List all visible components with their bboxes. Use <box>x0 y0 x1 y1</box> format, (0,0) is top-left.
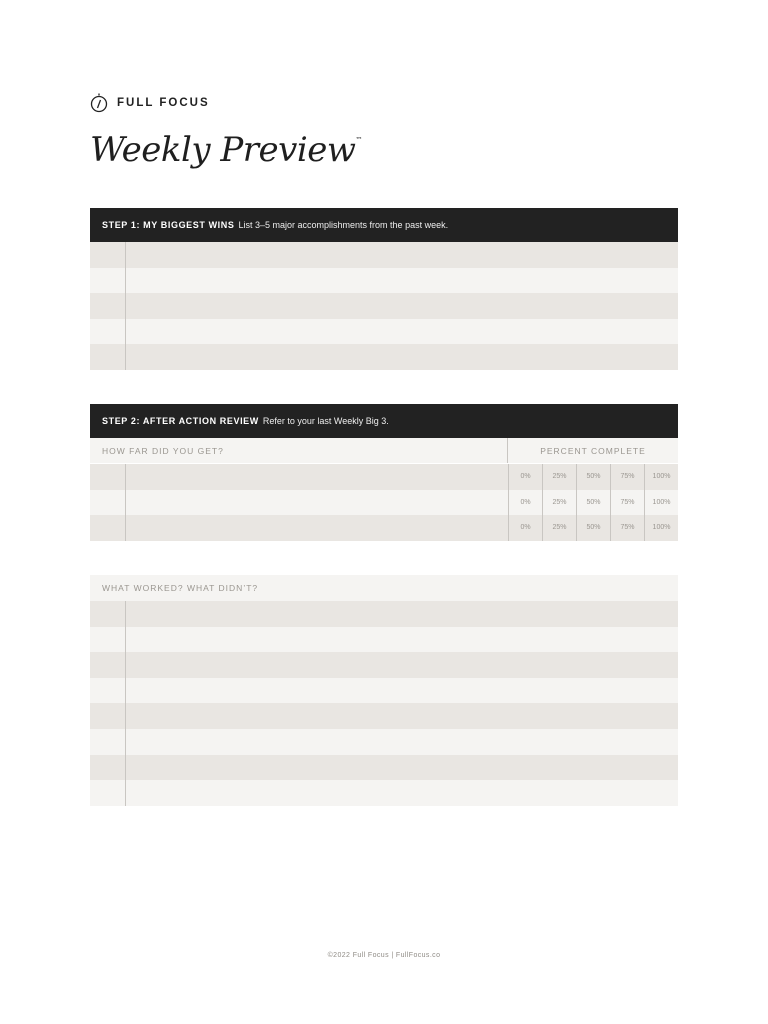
page-title <box>90 130 362 170</box>
footer-credit: ©2022 Full Focus | FullFocus.co <box>327 952 441 959</box>
line-divider <box>125 755 126 781</box>
percent-options <box>508 464 678 490</box>
line-divider <box>125 627 126 653</box>
what-worked-label: WHAT WORKED? WHAT DIDN’T? <box>102 583 259 593</box>
win-line[interactable] <box>90 268 678 294</box>
reflection-line[interactable] <box>90 729 678 755</box>
percent-complete-header: PERCENT COMPLETE <box>507 438 678 463</box>
reflection-line[interactable] <box>90 703 678 729</box>
line-divider <box>125 780 126 806</box>
percent-option[interactable]: 25% <box>542 515 576 541</box>
line-divider <box>125 464 126 490</box>
progress-header-row <box>90 438 678 463</box>
trademark-mark: ™ <box>355 136 362 144</box>
line-divider <box>125 268 126 294</box>
line-divider <box>125 319 126 345</box>
step1-label: STEP 1: MY BIGGEST WINS <box>102 220 235 230</box>
percent-option[interactable]: 25% <box>542 464 576 490</box>
line-divider <box>125 490 126 516</box>
percent-option[interactable]: 0% <box>508 464 542 490</box>
percent-option[interactable]: 0% <box>508 515 542 541</box>
percent-option[interactable]: 100% <box>644 515 678 541</box>
line-divider <box>125 344 126 370</box>
percent-option[interactable]: 50% <box>576 464 610 490</box>
percent-option[interactable]: 50% <box>576 515 610 541</box>
big3-line[interactable] <box>90 490 678 516</box>
what-worked-lines <box>90 601 678 806</box>
what-worked-header <box>90 575 678 601</box>
win-line[interactable] <box>90 344 678 370</box>
reflection-line[interactable] <box>90 652 678 678</box>
reflection-line[interactable] <box>90 678 678 704</box>
brand-name: FULL FOCUS <box>117 97 210 109</box>
win-line[interactable] <box>90 242 678 268</box>
step1-lines <box>90 242 678 370</box>
percent-option[interactable]: 100% <box>644 490 678 516</box>
reflection-line[interactable] <box>90 601 678 627</box>
percent-option[interactable]: 75% <box>610 515 644 541</box>
line-divider <box>125 293 126 319</box>
line-divider <box>125 242 126 268</box>
percent-option[interactable]: 75% <box>610 490 644 516</box>
line-divider <box>125 678 126 704</box>
line-divider <box>125 703 126 729</box>
line-divider <box>125 729 126 755</box>
line-divider <box>125 652 126 678</box>
win-line[interactable] <box>90 293 678 319</box>
percent-options <box>508 490 678 516</box>
step1-header <box>90 208 678 242</box>
how-far-question: HOW FAR DID YOU GET? <box>102 445 224 456</box>
percent-option[interactable]: 100% <box>644 464 678 490</box>
brand-logo <box>90 93 210 113</box>
step2-lines <box>90 464 678 541</box>
step2-description: Refer to your last Weekly Big 3. <box>262 416 389 426</box>
win-line[interactable] <box>90 319 678 345</box>
percent-options <box>508 515 678 541</box>
step2-label: STEP 2: AFTER ACTION REVIEW <box>102 416 259 426</box>
reflection-line[interactable] <box>90 780 678 806</box>
page-title-text: Weekly Preview <box>90 130 356 170</box>
step1-description: List 3–5 major accomplishments from the past week. <box>238 220 449 230</box>
percent-option[interactable]: 50% <box>576 490 610 516</box>
line-divider <box>125 515 126 541</box>
step2-header <box>90 404 678 438</box>
percent-option[interactable]: 25% <box>542 490 576 516</box>
big3-line[interactable] <box>90 515 678 541</box>
percent-option[interactable]: 75% <box>610 464 644 490</box>
compass-icon <box>90 93 108 113</box>
reflection-line[interactable] <box>90 627 678 653</box>
big3-line[interactable] <box>90 464 678 490</box>
reflection-line[interactable] <box>90 755 678 781</box>
percent-option[interactable]: 0% <box>508 490 542 516</box>
line-divider <box>125 601 126 627</box>
